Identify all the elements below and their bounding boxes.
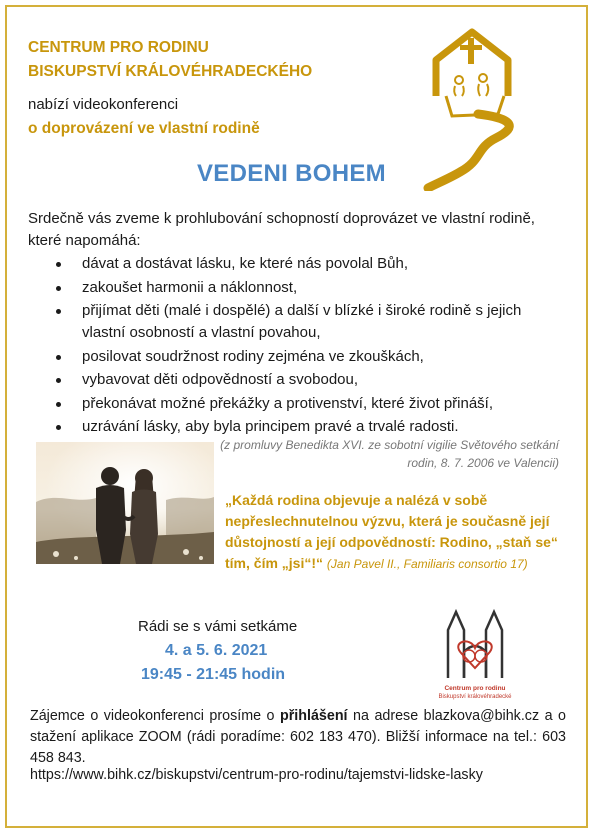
logo-line-1: Centrum pro rodinu [444, 685, 506, 692]
quote-block [225, 490, 565, 575]
bullet-icon [56, 402, 61, 407]
event-date: 4. a 5. 6. 2021 [165, 642, 268, 659]
bullet-icon [56, 355, 61, 360]
list-item: dávat a dostávat lásku, ke které nás povolal Bůh, [28, 253, 548, 275]
footer-url[interactable]: https://www.bihk.cz/biskupstvi/centrum-pro-rodinu/tajemstvi-lidske-lasky [30, 767, 483, 783]
org-line-1: CENTRUM PRO RODINU [28, 39, 209, 56]
bullet-icon [56, 378, 61, 383]
bullet-icon [56, 425, 61, 430]
headline: VEDENI BOHEM [197, 160, 386, 187]
list-item: překonávat možné překážky a protivenství, které život přináší, [28, 393, 548, 415]
church-path-logo [420, 26, 550, 191]
couple-photo [36, 442, 214, 564]
offers-text: nabízí videokonferenci [28, 96, 179, 113]
quote-text: „Každá rodina objevuje a nalézá v sobě nepřeslechnutelnou výzvu, která je současně její důstojností a její odpovědností: Rodino, „staň se“ tím, čím „jsi“!“ [225, 492, 558, 571]
topic-text: o doprovázení ve vlastní rodině [28, 120, 260, 137]
quote-source: (Jan Pavel II., Familiaris consortio 17) [326, 557, 528, 571]
list-item: uzrávání lásky, aby byla principem pravé a trvalé radosti. [28, 416, 548, 438]
logo-line-2: Biskupství královéhradecké [438, 694, 512, 700]
bullet-icon [56, 262, 61, 267]
meet-text: Rádi se s vámi setkáme [138, 618, 298, 635]
organization-name [28, 36, 312, 84]
bullet-icon [56, 286, 61, 291]
cathedral-heart-icon [420, 604, 530, 680]
event-time: 19:45 - 21:45 hodin [141, 666, 286, 683]
list-item: přijímat děti (malé i dospělé) a další v blízké i široké rodině s jejich vlastní osobností a vlastní povahou, [28, 300, 548, 344]
list-item: vybavovat děti odpovědností a svobodou, [28, 369, 548, 391]
intro-paragraph: Srdečně vás zveme k prohlubování schopností doprovázet ve vlastní rodině, které napomáhá: [28, 210, 535, 249]
registration-word: přihlášení [280, 708, 348, 724]
list-item: posilovat soudržnost rodiny zejména ve zkouškách, [28, 346, 548, 368]
list-item: zakoušet harmonii a náklonnost, [28, 277, 548, 299]
footer-text: Zájemce o videokonferenci prosíme o přihlášení na adrese blazkova@bihk.cz a o stažení aplikace ZOOM (rádi poradíme: 602 183 470). Bližší informace na tel.: 603 458 843. [30, 708, 566, 766]
centrum-logo [420, 604, 530, 700]
quote-source-benedict: (z promluvy Benedikta XVI. ze sobotní vigilie Světového setkání rodin, 8. 7. 2006 ve Valencii) [220, 438, 559, 470]
bullet-list [28, 253, 548, 440]
bullet-icon [56, 309, 61, 314]
org-line-2: BISKUPSTVÍ KRÁLOVÉHRADECKÉHO [28, 63, 313, 80]
